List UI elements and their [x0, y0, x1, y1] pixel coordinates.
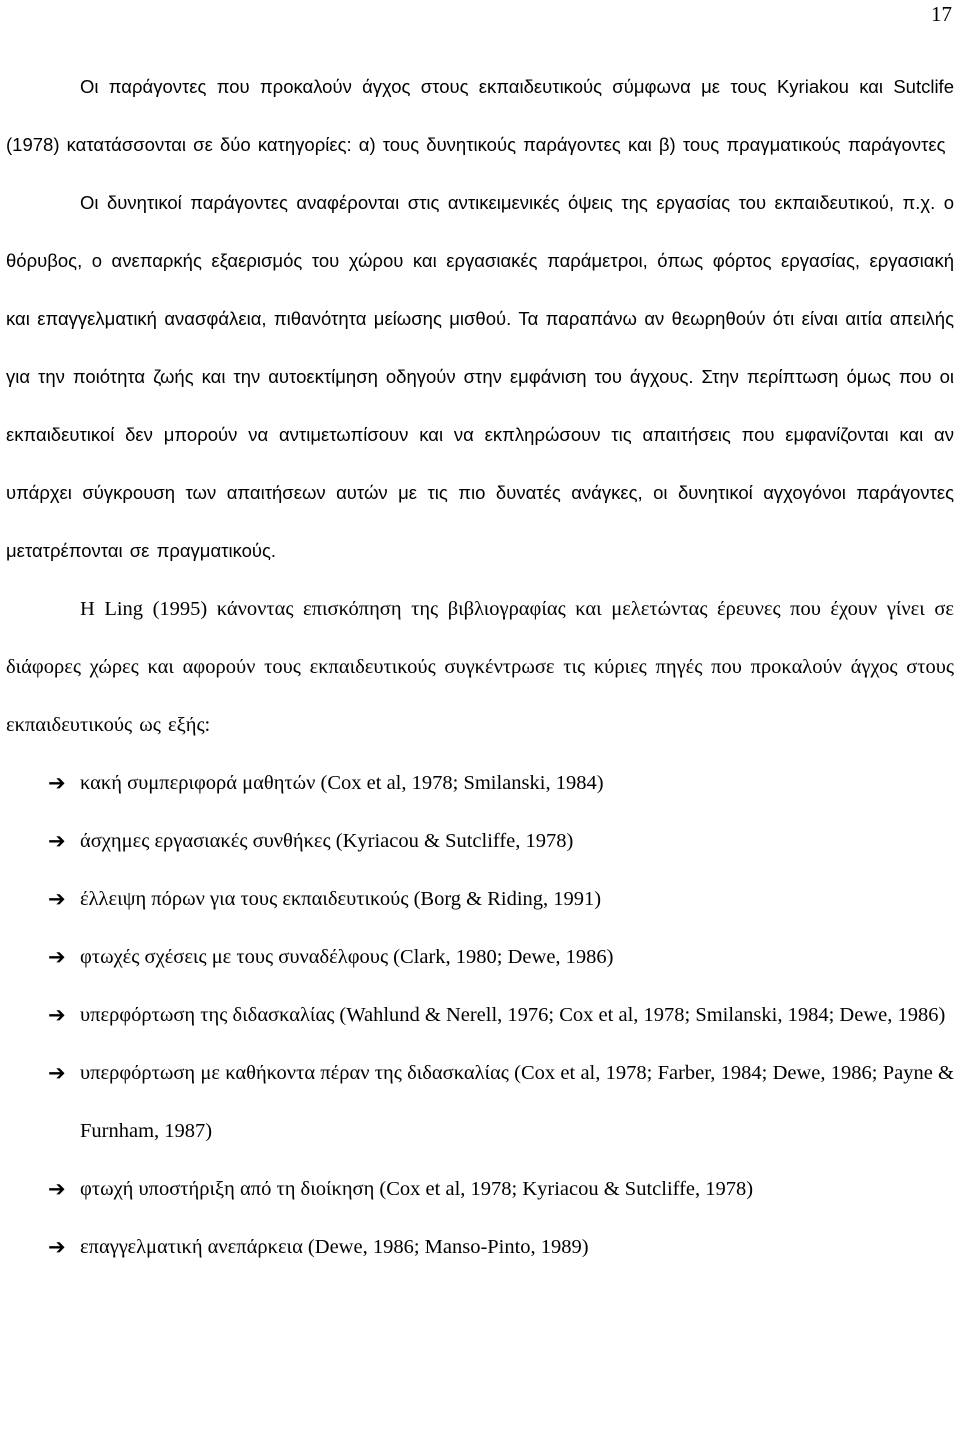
list-item	[6, 754, 954, 812]
right-arrow-icon: ➔	[48, 771, 66, 795]
right-arrow-icon: ➔	[48, 1003, 66, 1027]
anxiety-sources-list	[6, 754, 954, 1276]
list-item	[6, 1218, 954, 1276]
list-item-text: άσχημες εργασιακές συνθήκες (Kyriacou & Sutcliffe, 1978)	[80, 830, 574, 852]
right-arrow-icon: ➔	[48, 887, 66, 911]
document-body	[6, 58, 954, 1276]
right-arrow-icon: ➔	[48, 945, 66, 969]
list-item-text: φτωχές σχέσεις με τους συναδέλφους (Clark, 1980; Dewe, 1986)	[80, 946, 614, 968]
list-item	[6, 1044, 954, 1160]
list-item	[6, 928, 954, 986]
paragraph-ling-review: Η Ling (1995) κάνοντας επισκόπηση της βιβλιογραφίας και μελετώντας έρευνες που έχουν γίνει σε διάφορες χώρες και αφορούν τους εκπαιδευτικούς συγκέντρωσε τις κύριες πηγές που προκαλούν άγχος στους εκπαιδευτικούς ως εξής:	[6, 598, 954, 736]
list-item-text: έλλειψη πόρων για τους εκπαιδευτικούς (Borg & Riding, 1991)	[80, 888, 602, 910]
list-item	[6, 870, 954, 928]
right-arrow-icon: ➔	[48, 1061, 66, 1085]
list-item	[6, 812, 954, 870]
list-item-text: επαγγελματική ανεπάρκεια (Dewe, 1986; Manso-Pinto, 1989)	[80, 1236, 589, 1258]
list-item	[6, 986, 954, 1044]
list-item-text: κακή συμπεριφορά μαθητών (Cox et al, 1978; Smilanski, 1984)	[80, 772, 604, 794]
right-arrow-icon: ➔	[48, 829, 66, 853]
paragraph-anxiety-factors: Οι παράγοντες που προκαλούν άγχος στους εκπαιδευτικούς σύμφωνα με τους Kyriakou και Sutclife (1978) κατατάσσονται σε δύο κατηγορίες: α) τους δυνητικούς παράγοντες και β) τους πραγματικούς παράγοντες	[6, 76, 954, 155]
paragraph-potential-factors: Οι δυνητικοί παράγοντες αναφέρονται στις αντικειμενικές όψεις της εργασίας του εκπαιδευτικού, π.χ. ο θόρυβος, ο ανεπαρκής εξαερισμός του χώρου και εργασιακές παράμετροι, όπως φόρτος εργασίας, εργασιακή και επαγγελματική ανασφάλεια, πιθανότητα μείωσης μισθού. Τα παραπάνω αν θεωρηθούν ότι είναι αιτία απειλής για την ποιότητα ζωής και την αυτοεκτίμηση οδηγούν στην εμφάνιση του άγχους. Στην περίπτωση όμως που οι εκπαιδευτικοί δεν μπορούν να αντιμετωπίσουν και να εκπληρώσουν τις απαιτήσεις που εμφανίζονται και αν υπάρχει σύγκρουση των απαιτήσεων αυτών με τις πιο δυνατές ανάγκες, οι δυνητικοί αγχογόνοι παράγοντες μετατρέπονται σε πραγματικούς.	[6, 192, 954, 561]
list-item-text: φτωχή υποστήριξη από τη διοίκηση (Cox et al, 1978; Kyriacou & Sutcliffe, 1978)	[80, 1178, 754, 1200]
list-item-text: υπερφόρτωση της διδασκαλίας (Wahlund & Nerell, 1976; Cox et al, 1978; Smilanski, 1984; Dewe, 1986)	[80, 1004, 946, 1026]
page-number: 17	[931, 2, 952, 26]
right-arrow-icon: ➔	[48, 1235, 66, 1259]
right-arrow-icon: ➔	[48, 1177, 66, 1201]
list-item-text: υπερφόρτωση με καθήκοντα πέραν της διδασκαλίας (Cox et al, 1978; Farber, 1984; Dewe, 1986; Payne & Furnham, 1987)	[80, 1062, 954, 1142]
list-item	[6, 1160, 954, 1218]
